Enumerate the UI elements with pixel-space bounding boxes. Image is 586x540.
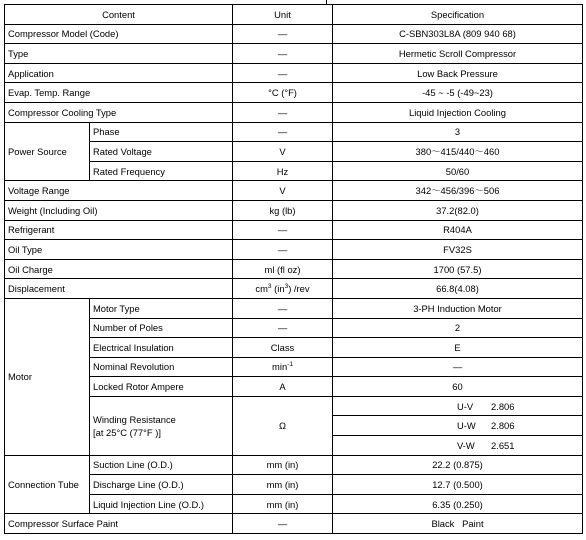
row-unit — [233, 357, 333, 377]
row-label: Liquid Injection Line (O.D.) — [90, 494, 233, 514]
header-content: Content — [5, 5, 233, 25]
row-label: Refrigerant — [5, 220, 233, 240]
winding-uw — [333, 416, 583, 436]
row-unit: ml (fl oz) — [233, 259, 333, 279]
header-row — [5, 5, 583, 25]
table-row — [5, 24, 583, 44]
row-spec: 22.2 (0.875) — [333, 455, 583, 475]
header-specification: Specification — [333, 5, 583, 25]
row-label: Displacement — [5, 279, 233, 299]
row-label: Type — [5, 44, 233, 64]
row-spec: 380～415/440～460 — [333, 142, 583, 162]
table-row — [5, 63, 583, 83]
group-label-connection-tube: Connection Tube — [5, 455, 90, 514]
winding-uv — [333, 396, 583, 416]
row-label: Rated Frequency — [90, 161, 233, 181]
row-unit: Class — [233, 338, 333, 358]
row-spec: 6.35 (0.250) — [333, 494, 583, 514]
winding-resistance-label — [90, 396, 233, 455]
row-unit: — — [233, 102, 333, 122]
row-unit: — — [233, 240, 333, 260]
row-label: Evap. Temp. Range — [5, 83, 233, 103]
unit-part: ) /rev — [288, 283, 310, 295]
row-label: Compressor Surface Paint — [5, 514, 233, 534]
row-label: Nominal Revolution — [90, 357, 233, 377]
table-row — [5, 494, 583, 514]
row-unit: — — [233, 24, 333, 44]
table-row — [5, 142, 583, 162]
table-row — [5, 279, 583, 299]
row-unit: °C (°F) — [233, 83, 333, 103]
row-spec: Hermetic Scroll Compressor — [333, 44, 583, 64]
table-row — [5, 455, 583, 475]
row-label: Voltage Range — [5, 181, 233, 201]
table-row — [5, 377, 583, 397]
spec-sheet — [4, 4, 582, 534]
table-row — [5, 298, 583, 318]
table-row — [5, 44, 583, 64]
row-label: Phase — [90, 122, 233, 142]
row-unit: kg (lb) — [233, 200, 333, 220]
row-label: Oil Type — [5, 240, 233, 260]
table-row — [5, 122, 583, 142]
table-row — [5, 338, 583, 358]
table-row — [5, 259, 583, 279]
table-row — [5, 220, 583, 240]
row-unit: mm (in) — [233, 475, 333, 495]
row-label: Suction Line (O.D.) — [90, 455, 233, 475]
row-spec: 1700 (57.5) — [333, 259, 583, 279]
winding-vw — [333, 436, 583, 456]
row-spec: 66.8(4.08) — [333, 279, 583, 299]
table-row — [5, 161, 583, 181]
table-row — [5, 200, 583, 220]
row-unit — [233, 279, 333, 299]
row-unit: Ω — [233, 396, 333, 455]
unit-part: min — [272, 361, 288, 373]
winding-label-line1: Winding Resistance — [93, 413, 176, 425]
unit-superscript: 3 — [267, 283, 272, 291]
row-spec: Low Back Pressure — [333, 63, 583, 83]
row-spec: 50/60 — [333, 161, 583, 181]
winding-key: V-W — [457, 439, 475, 451]
row-unit: — — [233, 514, 333, 534]
row-label: Compressor Model (Code) — [5, 24, 233, 44]
row-spec: -45 ~ -5 (-49~23) — [333, 83, 583, 103]
row-spec: E — [333, 338, 583, 358]
row-label: Number of Poles — [90, 318, 233, 338]
winding-value: 2.806 — [491, 420, 515, 432]
row-unit: mm (in) — [233, 494, 333, 514]
row-spec: FV32S — [333, 240, 583, 260]
table-row — [5, 318, 583, 338]
table-row — [5, 83, 583, 103]
row-spec: 3 — [333, 122, 583, 142]
table-row — [5, 475, 583, 495]
row-spec: 37.2(82.0) — [333, 200, 583, 220]
group-label-motor: Motor — [5, 298, 90, 455]
row-spec: Black Paint — [333, 514, 583, 534]
row-label: Electrical Insulation — [90, 338, 233, 358]
row-spec: 60 — [333, 377, 583, 397]
row-spec: R404A — [333, 220, 583, 240]
row-label: Application — [5, 63, 233, 83]
row-spec: 2 — [333, 318, 583, 338]
row-spec: 3-PH Induction Motor — [333, 298, 583, 318]
row-label: Discharge Line (O.D.) — [90, 475, 233, 495]
winding-key: U-W — [457, 420, 476, 432]
table-row — [5, 240, 583, 260]
row-unit: A — [233, 377, 333, 397]
winding-value: 2.651 — [491, 439, 515, 451]
table-row — [5, 357, 583, 377]
table-row — [5, 396, 583, 416]
unit-superscript: -1 — [287, 361, 293, 369]
row-label: Oil Charge — [5, 259, 233, 279]
row-spec: Liquid Injection Cooling — [333, 102, 583, 122]
row-label: Weight (Including Oil) — [5, 200, 233, 220]
row-label: Motor Type — [90, 298, 233, 318]
table-row — [5, 514, 583, 534]
row-spec: C-SBN303L8A (809 940 68) — [333, 24, 583, 44]
row-spec: 342～456/396～506 — [333, 181, 583, 201]
row-unit: — — [233, 318, 333, 338]
spec-table — [4, 4, 583, 534]
unit-part: (in — [271, 283, 285, 295]
row-label: Rated Voltage — [90, 142, 233, 162]
table-row — [5, 102, 583, 122]
winding-label-line2: [at 25°C (77°F )] — [93, 426, 161, 438]
row-unit: — — [233, 298, 333, 318]
row-label: Compressor Cooling Type — [5, 102, 233, 122]
winding-value: 2.806 — [491, 400, 515, 412]
winding-key: U-V — [457, 400, 474, 412]
row-spec: — — [333, 357, 583, 377]
row-label: Locked Rotor Ampere — [90, 377, 233, 397]
row-unit: V — [233, 142, 333, 162]
row-unit: — — [233, 122, 333, 142]
group-label-power-source: Power Source — [5, 122, 90, 181]
unit-superscript: 3 — [284, 283, 289, 291]
unit-part: cm — [255, 283, 268, 295]
row-spec: 12.7 (0.500) — [333, 475, 583, 495]
header-unit: Unit — [233, 5, 333, 25]
row-unit: — — [233, 63, 333, 83]
row-unit: V — [233, 181, 333, 201]
row-unit: mm (in) — [233, 455, 333, 475]
row-unit: — — [233, 44, 333, 64]
row-unit: — — [233, 220, 333, 240]
table-row — [5, 181, 583, 201]
row-unit: Hz — [233, 161, 333, 181]
